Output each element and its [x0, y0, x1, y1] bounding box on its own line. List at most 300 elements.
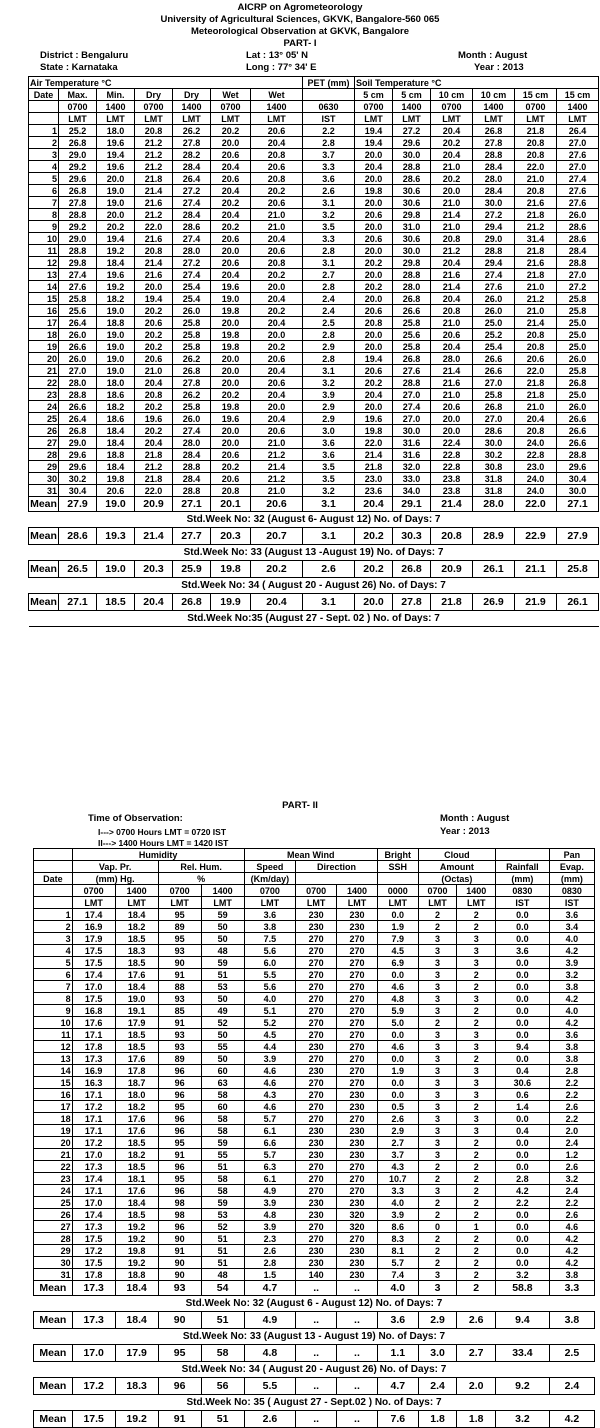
table-cell: 17.9 [72, 933, 115, 945]
table-cell: 0.0 [496, 1161, 550, 1173]
row-date: 6 [34, 969, 73, 981]
table-cell: 25.0 [557, 341, 599, 353]
row-date: 11 [29, 245, 59, 257]
table-cell: 20.0 [211, 137, 251, 149]
wind-speed-header: Speed [244, 861, 296, 873]
week-mean-cell: 19.9 [211, 594, 251, 611]
table-cell: 20.4 [251, 413, 303, 425]
table-cell: 26.6 [557, 413, 599, 425]
table-cell: 20.6 [431, 401, 473, 413]
table-cell: 2.6 [549, 1161, 594, 1173]
table-cell: 3.3 [303, 161, 355, 173]
table-cell: 20.4 [251, 233, 303, 245]
table-cell: 230 [337, 1125, 378, 1137]
table-cell: 2.7 [303, 269, 355, 281]
table-cell: 3.8 [549, 1041, 594, 1053]
table-row [29, 425, 599, 437]
table-cell: 18.4 [115, 1197, 158, 1209]
table-cell: 22.0 [355, 437, 393, 449]
table-row [29, 377, 599, 389]
table-row [29, 161, 599, 173]
table-cell: 20.8 [135, 245, 173, 257]
evap-unit-header: (mm) [549, 873, 594, 885]
table-cell: 18.6 [97, 413, 135, 425]
table-cell: 21.8 [135, 173, 173, 185]
table-cell: 17.3 [72, 1221, 115, 1233]
table-unit-row [34, 897, 595, 909]
table-cell: 3.8 [549, 1269, 594, 1281]
table-cell: 230 [337, 1245, 378, 1257]
table-cell: 5.2 [244, 1017, 296, 1029]
table-cell: 270 [296, 1089, 337, 1101]
week-mean-cell: 17.0 [72, 1345, 115, 1362]
mean-cell: 4.7 [244, 1281, 296, 1296]
table-cell: 27.0 [59, 365, 97, 377]
table-cell: 95 [158, 933, 201, 945]
table-cell: 18.0 [115, 1089, 158, 1101]
std-week-label: Std.Week No: 35 ( August 27 - Sept.02 ) No. of Days: 7 [34, 1395, 595, 1411]
mean-cell: 2 [457, 1281, 496, 1296]
column-time: 1400 [473, 101, 515, 113]
table-cell: 96 [158, 1185, 201, 1197]
table-cell: 2.6 [549, 1101, 594, 1113]
table-cell: 5.7 [377, 1257, 418, 1269]
table-cell: 20.2 [251, 305, 303, 317]
table-cell: 19.8 [115, 1245, 158, 1257]
table-cell: 3 [418, 1077, 457, 1089]
week-mean-cell: 56 [201, 1378, 244, 1395]
table-cell: 19.0 [115, 993, 158, 1005]
table-cell: 3.5 [303, 221, 355, 233]
table-cell: 20.2 [97, 221, 135, 233]
table-cell: 31.6 [393, 449, 431, 461]
table-cell: 31.8 [473, 485, 515, 497]
table-cell: 20.2 [211, 389, 251, 401]
table-cell: 20.8 [515, 137, 557, 149]
pan-header: Pan [549, 849, 594, 861]
table-cell: 3 [418, 1053, 457, 1065]
table-cell: 90 [158, 1269, 201, 1281]
table-cell: 51 [201, 1245, 244, 1257]
week-mean-cell: 4.2 [549, 1411, 594, 1428]
table-cell: 0.0 [496, 1017, 550, 1029]
column-unit: LMT [244, 897, 296, 909]
row-date: 24 [29, 401, 59, 413]
table-cell: 24.0 [515, 473, 557, 485]
table-cell: 21.0 [251, 209, 303, 221]
std-week-row [29, 611, 599, 627]
table-cell: 27.8 [473, 137, 515, 149]
table-row [34, 1089, 595, 1101]
speed-unit-header: (Km/day) [244, 873, 296, 885]
week-mean-cell: 27.8 [393, 594, 431, 611]
table-cell: 29.8 [393, 209, 431, 221]
table-cell: 20.0 [97, 173, 135, 185]
table-cell: 18.5 [115, 1209, 158, 1221]
table-cell: 20.0 [97, 209, 135, 221]
table-cell: 21.4 [355, 449, 393, 461]
week-mean-cell: .. [337, 1378, 378, 1395]
latitude-label: Lat : 13° 05' N [246, 50, 309, 61]
table-cell: 26.8 [393, 353, 431, 365]
table-row [29, 449, 599, 461]
table-cell: 27.2 [173, 257, 211, 269]
table-cell: 3 [418, 1065, 457, 1077]
table-cell: 20.8 [135, 389, 173, 401]
week-mean-cell: 3.8 [549, 1312, 594, 1329]
table-cell: 25.8 [557, 365, 599, 377]
table-cell: 230 [296, 1041, 337, 1053]
table-cell: 17.6 [115, 1185, 158, 1197]
table-cell: 19.8 [211, 401, 251, 413]
row-date: 30 [34, 1257, 73, 1269]
week-mean-cell: 90 [158, 1312, 201, 1329]
table-cell: 28.8 [393, 377, 431, 389]
table-cell: 2.8 [303, 137, 355, 149]
row-date: 16 [34, 1089, 73, 1101]
table-cell: 59 [201, 957, 244, 969]
table-cell: 20.4 [251, 365, 303, 377]
table-cell: 28.8 [59, 389, 97, 401]
table-cell: 53 [201, 1209, 244, 1221]
table-cell: 20.2 [135, 341, 173, 353]
table-cell: 2.2 [303, 125, 355, 137]
week-mean-cell: 26.9 [473, 594, 515, 611]
table-cell: 20.0 [211, 437, 251, 449]
table-row [34, 981, 595, 993]
row-date: 28 [34, 1233, 73, 1245]
table-cell: 20.0 [355, 173, 393, 185]
table-cell: 95 [158, 1173, 201, 1185]
table-cell: 230 [337, 1137, 378, 1149]
table-cell: 17.1 [72, 1089, 115, 1101]
table-cell: 17.5 [72, 1257, 115, 1269]
table-cell: 26.8 [393, 293, 431, 305]
table-cell: 270 [337, 969, 378, 981]
row-date: 17 [34, 1101, 73, 1113]
table-cell: 6.3 [244, 1161, 296, 1173]
week-mean-cell: 3.1 [303, 528, 355, 545]
row-date: 12 [29, 257, 59, 269]
table-cell: 28.6 [473, 425, 515, 437]
table-cell: 27.4 [59, 269, 97, 281]
table-row [34, 1017, 595, 1029]
table-cell: 98 [158, 1209, 201, 1221]
table-cell: 19.0 [97, 197, 135, 209]
table-cell: 3.2 [549, 969, 594, 981]
table-cell: 270 [337, 1161, 378, 1173]
table-cell: 91 [158, 1017, 201, 1029]
table-cell: 59 [201, 1197, 244, 1209]
column-time: 0700 [515, 101, 557, 113]
table-cell: 17.4 [72, 1209, 115, 1221]
table-cell: 90 [158, 957, 201, 969]
table-cell: 29.0 [59, 149, 97, 161]
table-cell: 0.0 [496, 1053, 550, 1065]
table-cell: 270 [337, 1185, 378, 1197]
table-cell: 29.2 [59, 161, 97, 173]
table-cell: 4.6 [549, 1221, 594, 1233]
table-cell: 28.4 [173, 161, 211, 173]
table-cell: 2 [418, 1257, 457, 1269]
row-date: 8 [34, 993, 73, 1005]
table-cell: 270 [296, 1173, 337, 1185]
row-date: 25 [29, 413, 59, 425]
table-cell: 20.0 [355, 329, 393, 341]
table-cell: 8.6 [377, 1221, 418, 1233]
table-cell: 27.2 [173, 185, 211, 197]
mean-cell: 27.9 [59, 497, 97, 512]
table-cell: 28.6 [173, 221, 211, 233]
row-date: 10 [34, 1017, 73, 1029]
table-cell: 21.0 [135, 365, 173, 377]
table-cell: 27.4 [173, 425, 211, 437]
table-cell: 3 [418, 1089, 457, 1101]
table-cell: 19.6 [97, 137, 135, 149]
table-cell: 30.0 [393, 149, 431, 161]
mean-cell: Mean [30, 498, 57, 510]
table-cell: 19.8 [211, 341, 251, 353]
mean-cell: 19.0 [97, 497, 135, 512]
week-mean-cell: 2.6 [457, 1312, 496, 1329]
table-cell: 6.0 [244, 957, 296, 969]
table-cell: 30.8 [473, 461, 515, 473]
table-cell: 0.4 [496, 1125, 550, 1137]
table-cell: 1.4 [496, 1101, 550, 1113]
table-cell: 96 [158, 1125, 201, 1137]
table-cell: 270 [337, 1029, 378, 1041]
column-header: Wet [211, 89, 251, 101]
table-cell: 3.8 [549, 981, 594, 993]
table-cell: 3.3 [377, 1185, 418, 1197]
table-cell: 20.4 [211, 185, 251, 197]
table-cell: 4.6 [244, 1065, 296, 1077]
column-time: 0630 [303, 101, 355, 113]
table-cell: 28.4 [557, 245, 599, 257]
table-cell: 3.9 [303, 389, 355, 401]
table-cell: 95 [158, 1101, 201, 1113]
column-unit: LMT [173, 113, 211, 125]
table-row [34, 1233, 595, 1245]
table-cell: 19.6 [97, 269, 135, 281]
table-cell: 20.2 [211, 461, 251, 473]
table-cell: 20.6 [211, 257, 251, 269]
table-cell: 25.8 [557, 293, 599, 305]
table-cell: 25.4 [473, 341, 515, 353]
row-date: 26 [34, 1209, 73, 1221]
monthly-mean-row [34, 1281, 595, 1296]
table-cell: 18.4 [115, 909, 158, 921]
row-date: 25 [34, 1197, 73, 1209]
table-cell: 27.6 [393, 365, 431, 377]
ssh-header: SSH [377, 861, 418, 873]
table-cell: 21.2 [135, 209, 173, 221]
table-cell: 270 [296, 957, 337, 969]
mean-cell: 20.1 [211, 497, 251, 512]
row-date: 29 [34, 1245, 73, 1257]
row-date: 6 [29, 185, 59, 197]
table-cell: 0.0 [496, 957, 550, 969]
week-mean-cell: 1.8 [457, 1411, 496, 1428]
table-cell: 20.4 [431, 341, 473, 353]
table-cell: 270 [337, 1053, 378, 1065]
week-mean-cell: 27.9 [557, 528, 599, 545]
table-cell: 26.6 [557, 425, 599, 437]
week-mean-cell: 4.7 [377, 1378, 418, 1395]
table-cell: 3.1 [303, 197, 355, 209]
table-cell: 26.8 [473, 125, 515, 137]
table-cell: 3 [457, 1113, 496, 1125]
table-cell: 25.8 [173, 317, 211, 329]
table-cell: 50 [201, 1053, 244, 1065]
table-cell: 27.8 [59, 197, 97, 209]
table-cell: 20.0 [211, 317, 251, 329]
table-cell: 0.0 [377, 969, 418, 981]
table-row [29, 281, 599, 293]
column-unit: IST [549, 897, 594, 909]
table-cell: 26.0 [59, 329, 97, 341]
table-cell: 26.4 [59, 413, 97, 425]
table-cell: 25.0 [557, 389, 599, 401]
table-cell: 19.8 [355, 185, 393, 197]
table-cell: 0 [418, 1221, 457, 1233]
std-week-row [34, 1362, 595, 1378]
table-cell: 27.4 [557, 173, 599, 185]
column-header: 5 cm [355, 89, 393, 101]
table-cell: 20.4 [355, 389, 393, 401]
table-cell: 25.8 [173, 401, 211, 413]
observation-time-2: II---> 1400 Hours LMT = 1420 IST [98, 838, 229, 848]
table-row [29, 461, 599, 473]
table-cell: 230 [337, 909, 378, 921]
column-header: Wet [251, 89, 303, 101]
column-time: 0700 [296, 885, 337, 897]
week-mean-cell: 9.2 [496, 1378, 550, 1395]
table-row [34, 1257, 595, 1269]
table-cell: 93 [158, 1029, 201, 1041]
table-cell: 31.4 [515, 233, 557, 245]
row-date: 4 [29, 161, 59, 173]
week-mean-cell: 26.1 [557, 594, 599, 611]
table-cell: 22.0 [135, 485, 173, 497]
column-time: 0700 [418, 885, 457, 897]
table-row [34, 1161, 595, 1173]
week-mean-cell: 20.3 [211, 528, 251, 545]
table-cell: 25.0 [473, 317, 515, 329]
table-cell: 20.4 [211, 269, 251, 281]
table-cell: 50 [201, 933, 244, 945]
table-cell: 17.2 [72, 1245, 115, 1257]
week-mean-cell: 2.0 [457, 1378, 496, 1395]
table-cell: 20.6 [211, 173, 251, 185]
table-cell: 20.6 [135, 317, 173, 329]
table-cell: 2 [457, 981, 496, 993]
table-cell: 17.5 [72, 1233, 115, 1245]
row-date: 14 [29, 281, 59, 293]
year-label: Year : 2013 [474, 62, 524, 73]
table-cell: 20.0 [251, 329, 303, 341]
table-cell: 230 [296, 1137, 337, 1149]
table-cell: 25.8 [393, 317, 431, 329]
table-cell: 320 [337, 1221, 378, 1233]
table-cell: 26.0 [473, 305, 515, 317]
table-cell: 20.2 [211, 125, 251, 137]
table-cell: 3.6 [496, 945, 550, 957]
column-unit [34, 897, 73, 909]
table-cell: 3 [418, 993, 457, 1005]
table-cell: 58 [201, 1113, 244, 1125]
table-cell: 270 [337, 1065, 378, 1077]
week-mean-cell: 26.1 [473, 561, 515, 578]
table-cell: 20.2 [135, 401, 173, 413]
week-mean-row [29, 528, 599, 545]
table-cell: 270 [337, 1041, 378, 1053]
blank-header [296, 873, 378, 885]
university-name: University of Agricultural Sciences, GKVK, Bangalore-560 065 [160, 14, 440, 25]
table-cell: 20.0 [355, 341, 393, 353]
table-row [34, 1065, 595, 1077]
table-cell: 27.6 [473, 281, 515, 293]
std-week-label: Std.Week No: 34 ( August 20 - August 26) No. of Days: 7 [29, 578, 599, 594]
blank-header [34, 861, 73, 873]
table-cell: 20.6 [211, 233, 251, 245]
table-cell: 63 [201, 1077, 244, 1089]
table-cell: 27.0 [393, 413, 431, 425]
table-cell: 19.6 [211, 281, 251, 293]
mean-cell: 21.4 [431, 497, 473, 512]
table-cell: 21.4 [431, 365, 473, 377]
table-cell: 2 [418, 921, 457, 933]
table-row [29, 137, 599, 149]
table-cell: 23.6 [355, 485, 393, 497]
table-cell: 3.7 [377, 1149, 418, 1161]
table-cell: 20.2 [251, 185, 303, 197]
table-cell: 2.7 [377, 1137, 418, 1149]
table-cell: 21.4 [515, 317, 557, 329]
table-cell: 19.0 [97, 353, 135, 365]
table-cell: 27.8 [173, 137, 211, 149]
table-cell: 28.8 [557, 257, 599, 269]
week-mean-cell: 7.6 [377, 1411, 418, 1428]
row-date: 2 [29, 137, 59, 149]
mean-cell: 27.1 [557, 497, 599, 512]
table-cell: 29.8 [393, 257, 431, 269]
table-cell: 3.4 [549, 921, 594, 933]
column-time [34, 885, 73, 897]
std-week-label: Std.Week No: 33 (August 13 - August 19) No. of Days: 7 [34, 1329, 595, 1345]
table-cell: 270 [337, 1113, 378, 1125]
month-label: Month : August [458, 50, 528, 61]
table-cell: 21.2 [431, 245, 473, 257]
table-cell: 2 [457, 1017, 496, 1029]
table-cell: 2.8 [303, 281, 355, 293]
longitude-label: Long : 77° 34' E [246, 62, 317, 73]
table-cell: 3 [418, 981, 457, 993]
table-cell: 3 [418, 1005, 457, 1017]
table-cell: 27.0 [557, 269, 599, 281]
week-mean-cell: Mean [34, 1378, 73, 1395]
table-cell: 20.2 [355, 257, 393, 269]
table-cell: 96 [158, 1221, 201, 1233]
week-mean-cell: 18.5 [97, 594, 135, 611]
week-mean-cell: Mean [29, 594, 59, 611]
table-cell: 21.4 [431, 209, 473, 221]
table-cell: 3 [418, 1041, 457, 1053]
table-cell: 26.0 [59, 353, 97, 365]
table-cell: 2 [457, 1257, 496, 1269]
table-cell: 3.9 [377, 1209, 418, 1221]
column-header: 10 cm [431, 89, 473, 101]
